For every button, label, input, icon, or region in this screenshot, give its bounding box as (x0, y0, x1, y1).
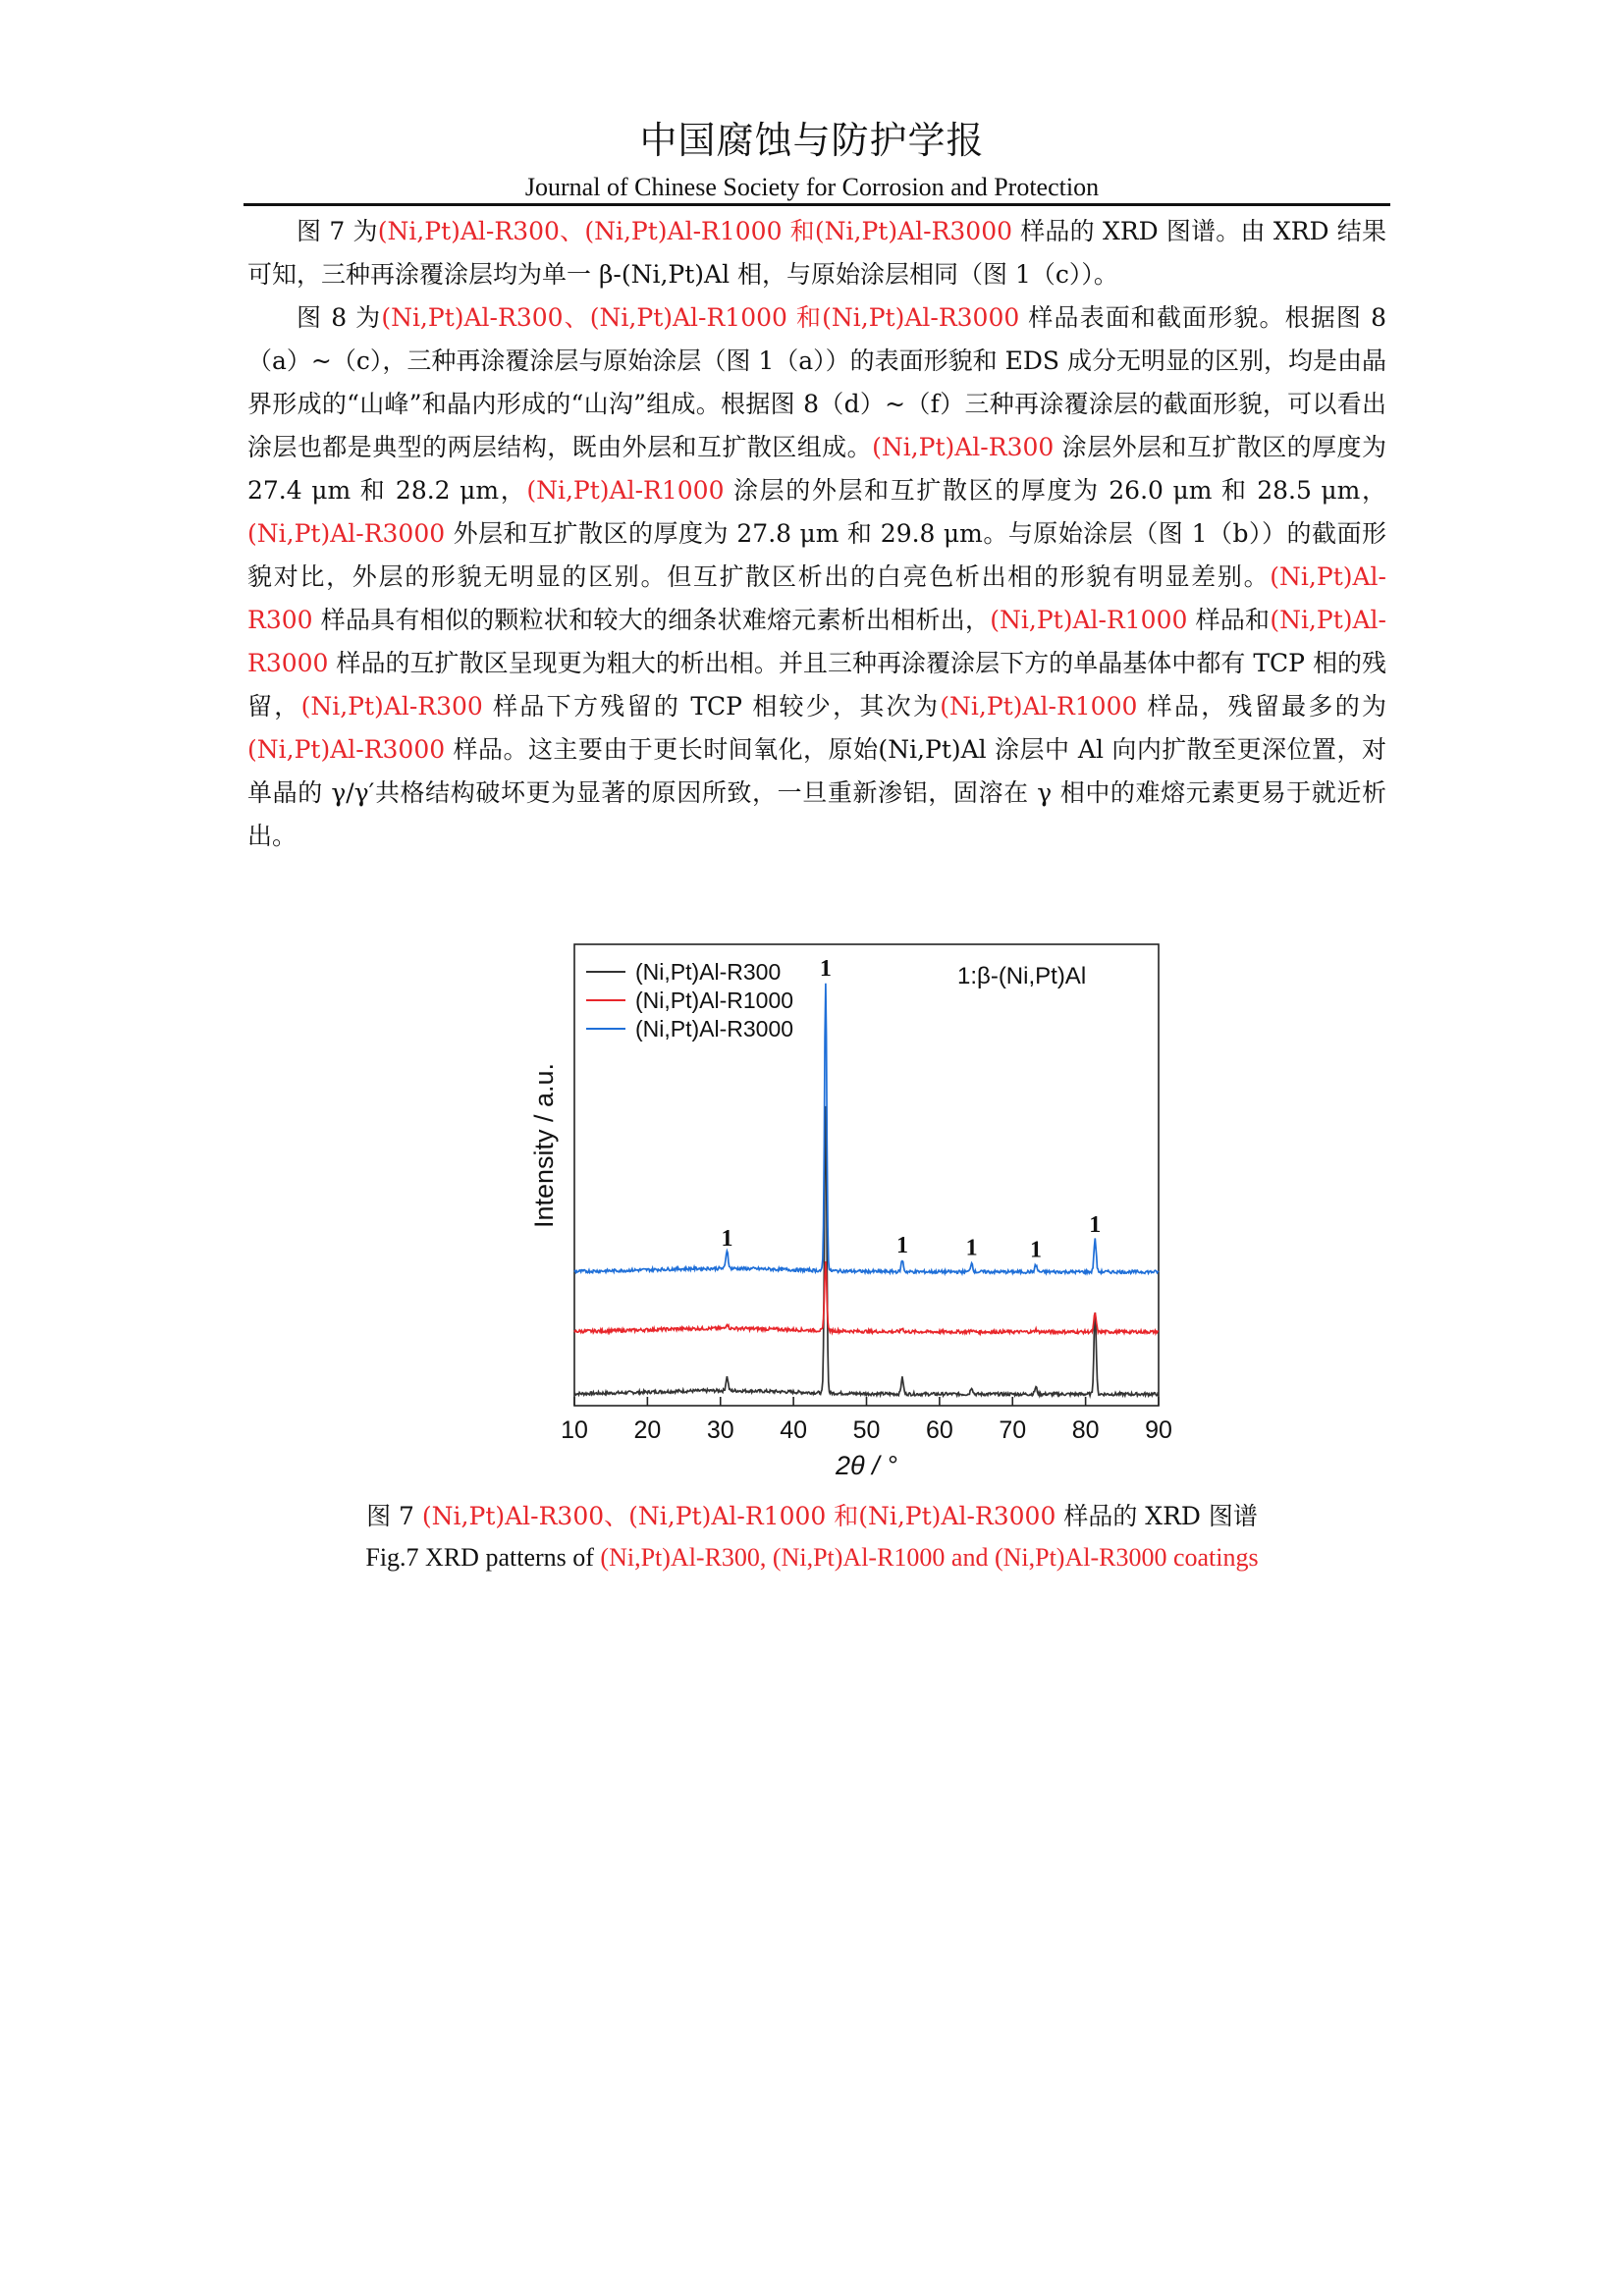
caption-en-samples: (Ni,Pt)Al-R300, (Ni,Pt)Al-R1000 and (Ni,Pt)Al-R3000 coatings (600, 1543, 1259, 1572)
sample-name-text: (Ni,Pt)Al-R300 (872, 433, 1055, 461)
body-text-run: 样品和 (1187, 606, 1271, 634)
sample-name-text: (Ni,Pt)Al-R1000 (940, 692, 1138, 721)
peak-label: 1 (895, 1232, 908, 1258)
caption-cn-samples: (Ni,Pt)Al-R300、(Ni,Pt)Al-R1000 和(Ni,Pt)Al-R3000 (421, 1502, 1056, 1530)
caption-en-prefix: Fig.7 XRD patterns of (365, 1543, 601, 1572)
xrd-figure (511, 933, 1198, 1487)
sample-name-text: (Ni,Pt)Al-R300、(Ni,Pt)Al-R1000 和(Ni,Pt)Al-R3000 (381, 303, 1020, 332)
x-tick-label: 90 (1145, 1416, 1172, 1444)
sample-name-text: (Ni,Pt)Al-R300、(Ni,Pt)Al-R1000 和(Ni,Pt)Al-R3000 (377, 217, 1013, 245)
peak-label: 1 (965, 1235, 978, 1261)
body-text-run: 样品具有相似的颗粒状和较大的细条状难熔元素析出相析出， (312, 606, 991, 634)
x-tick-label: 30 (706, 1416, 734, 1444)
body-text-run: 样品。这主要由于更长时间氧化，原始(Ni,Pt)Al 涂层中 Al 向内扩散至更深位置，对单晶的 γ/γ′共格结构破坏更为显著的原因所致，一旦重新渗铝，固溶在 γ 相中的难熔元素更易于就近析出。 (247, 735, 1386, 850)
journal-title-en: Journal of Chinese Society for Corrosion and Protection (524, 173, 1100, 201)
journal-header (0, 116, 1624, 204)
x-tick-label: 70 (999, 1416, 1027, 1444)
body-text-run: 外层和互扩散区的厚度为 27.8 μm 和 29.8 μm。与原始涂层（图 1（b））的截面形貌对比，外层的形貌无明显的区别。但互扩散区析出的白亮色析出相的形貌有明显差别。 (247, 519, 1386, 591)
figure-caption-en (0, 1543, 1624, 1573)
body-text-run: 涂层外层和互扩散区的厚度为 27.4 μm 和 28.2 μm， (247, 433, 1386, 505)
body-text-run: 样品表面和截面形貌。根据图 8（a）~（c），三种再涂覆涂层与原始涂层（图 1（a））的表面形貌和 EDS 成分无明显的区别，均是由晶界形成的“山峰”和晶内形成的“山沟”组成。根据图 8（d）~（f）三种再涂覆涂层的截面形貌，可以看出涂层也都是典型的两层结构，既由外层和互扩散区组成。 (247, 303, 1386, 461)
caption-cn-suffix: 样品的 XRD 图谱 (1056, 1502, 1258, 1530)
phase-annotation: 1:β-(Ni,Pt)Al (957, 963, 1087, 989)
body-text-run: 样品，残留最多的为 (1137, 692, 1386, 721)
body-text (247, 210, 1386, 858)
legend-label: (Ni,Pt)Al-R300 (635, 959, 782, 985)
legend-label: (Ni,Pt)Al-R1000 (635, 988, 794, 1013)
legend-label: (Ni,Pt)Al-R3000 (635, 1016, 794, 1041)
peak-label: 1 (1030, 1237, 1043, 1263)
x-tick-label: 20 (633, 1416, 662, 1444)
sample-name-text: (Ni,Pt)Al-R3000 (247, 519, 446, 548)
caption-cn-prefix: 图 7 (366, 1502, 422, 1530)
sample-name-text: (Ni,Pt)Al-R300 (247, 562, 1386, 634)
body-text-run: 样品的互扩散区呈现更为粗大的析出相。并且三种再涂覆涂层下方的单晶基体中都有 TCP 相的残留， (247, 649, 1386, 721)
sample-name-text: (Ni,Pt)Al-R3000 (247, 606, 1387, 677)
body-text-run: 样品的 XRD 图谱。由 XRD 结果可知，三种再涂覆涂层均为单一 β-(Ni,Pt)Al 相，与原始涂层相同（图 1（c））。 (247, 217, 1386, 289)
xrd-chart (511, 933, 1198, 1482)
x-tick-label: 80 (1071, 1416, 1100, 1444)
figure-caption-cn (0, 1497, 1624, 1532)
y-axis-label: Intensity / a.u. (529, 1062, 559, 1229)
paragraph (247, 296, 1386, 858)
x-tick-label: 50 (852, 1416, 881, 1444)
peak-label: 1 (1089, 1211, 1102, 1238)
plot-frame (574, 944, 1159, 1406)
header-rule (244, 203, 1390, 206)
body-text-run: 图 8 为 (297, 303, 382, 332)
peak-label: 1 (721, 1225, 733, 1252)
body-text-run: 样品下方残留的 TCP 相较少，其次为 (482, 692, 941, 721)
x-axis-label: 2θ / ° (836, 1451, 897, 1480)
sample-name-text: (Ni,Pt)Al-R1000 (990, 606, 1188, 634)
peak-label: 1 (819, 955, 832, 982)
x-tick-label: 40 (780, 1416, 808, 1444)
body-text-run: 涂层的外层和互扩散区的厚度为 26.0 μm 和 28.5 μm， (724, 476, 1387, 505)
series-line-0 (574, 1106, 1159, 1396)
sample-name-text: (Ni,Pt)Al-R1000 (526, 476, 725, 505)
journal-title-cn: 中国腐蚀与防护学报 (639, 119, 985, 162)
sample-name-text: (Ni,Pt)Al-R300 (300, 692, 483, 721)
paragraph (247, 210, 1386, 296)
sample-name-text: (Ni,Pt)Al-R3000 (247, 735, 446, 764)
x-tick-label: 10 (561, 1416, 588, 1444)
body-text-run: 图 7 为 (297, 217, 378, 245)
x-tick-label: 60 (925, 1416, 953, 1444)
